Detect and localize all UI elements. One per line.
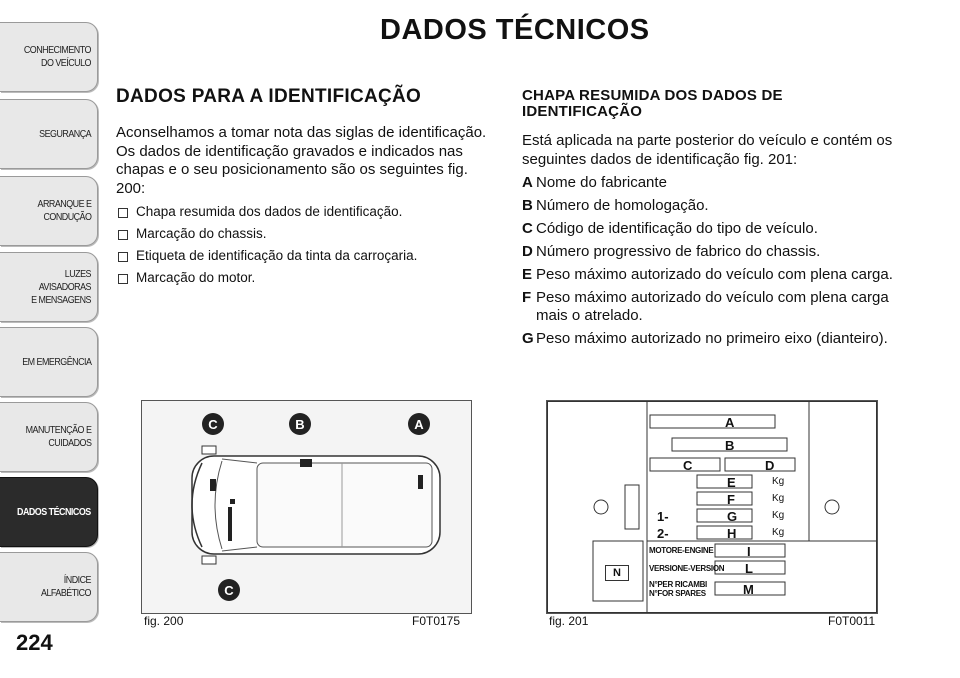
item-letter: G	[522, 330, 534, 347]
tab-manutencao[interactable]	[0, 402, 98, 472]
checkbox-bullet-icon	[118, 252, 128, 262]
tab-label: DADOS TÉCNICOS	[17, 505, 91, 518]
tab-indice[interactable]	[0, 552, 98, 622]
plate-outline-icon	[547, 401, 877, 613]
checkbox-bullet-icon	[118, 208, 128, 218]
bullet-item	[116, 204, 494, 220]
bullet-text: Chapa resumida dos dados de identificação.	[136, 204, 403, 219]
tab-label: ÍNDICE ALFABÉTICO	[41, 574, 91, 599]
plate-field-i: I	[747, 544, 751, 559]
label-motore-engine: MOTORE-ENGINE	[649, 546, 714, 555]
axle-row-1: 1-	[657, 509, 669, 524]
list-item	[522, 197, 902, 215]
tab-emergencia[interactable]	[0, 327, 98, 397]
axle-row-2: 2-	[657, 526, 669, 541]
tab-dados-tecnicos[interactable]	[0, 477, 98, 547]
item-letter: B	[522, 197, 533, 214]
tab-label: MANUTENÇÃO E CUIDADOS	[25, 424, 91, 449]
tab-label: CONHECIMENTO DO VEÍCULO	[23, 44, 91, 69]
item-text: Peso máximo autorizado do veículo com plena carga mais o atrelado.	[536, 289, 889, 324]
left-column	[116, 124, 494, 286]
marker-c-bottom: C	[218, 579, 240, 601]
bullet-item	[116, 226, 494, 242]
plate-field-d: D	[765, 458, 775, 473]
item-letter: A	[522, 174, 533, 191]
plate-field-b: B	[725, 438, 735, 453]
page-title: DADOS TÉCNICOS	[380, 14, 650, 46]
item-letter: F	[522, 289, 532, 306]
page-number: 224	[16, 630, 53, 655]
marker-b: B	[289, 413, 311, 435]
intro-paragraph: Aconselhamos a tomar nota das siglas de identificação. Os dados de identificação gravados e indicados nas chapas e o seu posicionamento são os seguintes fig. 200:	[116, 124, 487, 197]
bullet-text: Marcação do chassis.	[136, 226, 267, 241]
checkbox-bullet-icon	[118, 230, 128, 240]
figure-code: F0T0175	[412, 614, 461, 628]
right-column	[522, 88, 902, 348]
item-letter: C	[522, 220, 533, 237]
plate-field-e: E	[727, 475, 736, 490]
figure-vehicle-top-view	[141, 400, 472, 614]
plate-field-c: C	[683, 458, 693, 473]
item-text: Número de homologação.	[536, 197, 709, 214]
plate-field-g: G	[727, 509, 738, 524]
bullet-text: Etiqueta de identificação da tinta da carroçaria.	[136, 248, 418, 263]
list-item	[522, 174, 902, 192]
list-item	[522, 330, 902, 348]
section-heading: CHAPA RESUMIDA DOS DADOS DE IDENTIFICAÇÃO	[522, 87, 783, 120]
plate-field-l: L	[745, 561, 753, 576]
unit-kg: Kg	[772, 527, 785, 538]
item-letter: D	[522, 243, 533, 260]
tab-conhecimento[interactable]	[0, 22, 98, 92]
intro-paragraph: Está aplicada na parte posterior do veículo e contém os seguintes dados de identificação fig. 201:	[522, 132, 893, 168]
item-text: Peso máximo autorizado no primeiro eixo (dianteiro).	[536, 330, 888, 347]
unit-kg: Kg	[772, 493, 785, 504]
unit-kg: Kg	[772, 476, 785, 487]
tab-luzes[interactable]	[0, 252, 98, 322]
plate-field-h: H	[727, 526, 737, 541]
item-text: Número progressivo de fabrico do chassis.	[536, 243, 821, 260]
item-text: Nome do fabricante	[536, 174, 667, 191]
plate-field-m: M	[743, 582, 754, 597]
bullet-text: Marcação do motor.	[136, 270, 256, 285]
marker-c-top: C	[202, 413, 224, 435]
list-item	[522, 220, 902, 238]
item-letter: E	[522, 266, 533, 283]
label-per-ricambi: N°PER RICAMBI	[649, 580, 707, 589]
figure-identification-plate	[546, 400, 878, 614]
plate-field-f: F	[727, 492, 735, 507]
tab-label: ARRANQUE E CONDUÇÃO	[37, 198, 91, 223]
bullet-item	[116, 248, 494, 264]
tab-label: EM EMERGÊNCIA	[21, 355, 91, 368]
figure-caption: fig. 201	[549, 614, 589, 628]
figure-caption: fig. 200	[144, 614, 184, 628]
list-item	[522, 266, 902, 284]
figure-code: F0T0011	[828, 614, 876, 628]
list-item	[522, 243, 902, 261]
label-for-spares: N°FOR SPARES	[649, 589, 706, 598]
checkbox-bullet-icon	[118, 274, 128, 284]
item-text: Código de identificação do tipo de veículo.	[536, 220, 818, 237]
tab-label: LUZES AVISADORAS E MENSAGENS	[31, 267, 91, 306]
tab-arranque[interactable]	[0, 176, 98, 246]
bullet-item	[116, 270, 494, 286]
section-heading: DADOS PARA A IDENTIFICAÇÃO	[116, 86, 422, 107]
unit-kg: Kg	[772, 510, 785, 521]
tab-seguranca[interactable]	[0, 99, 98, 169]
marker-a: A	[408, 413, 430, 435]
label-versione-version: VERSIONE-VERSION	[649, 564, 725, 573]
plate-field-a: A	[725, 415, 735, 430]
item-text: Peso máximo autorizado do veículo com plena carga.	[536, 266, 893, 283]
tab-label: SEGURANÇA	[39, 127, 91, 140]
list-item	[522, 289, 902, 325]
plate-field-n: N	[605, 565, 629, 581]
